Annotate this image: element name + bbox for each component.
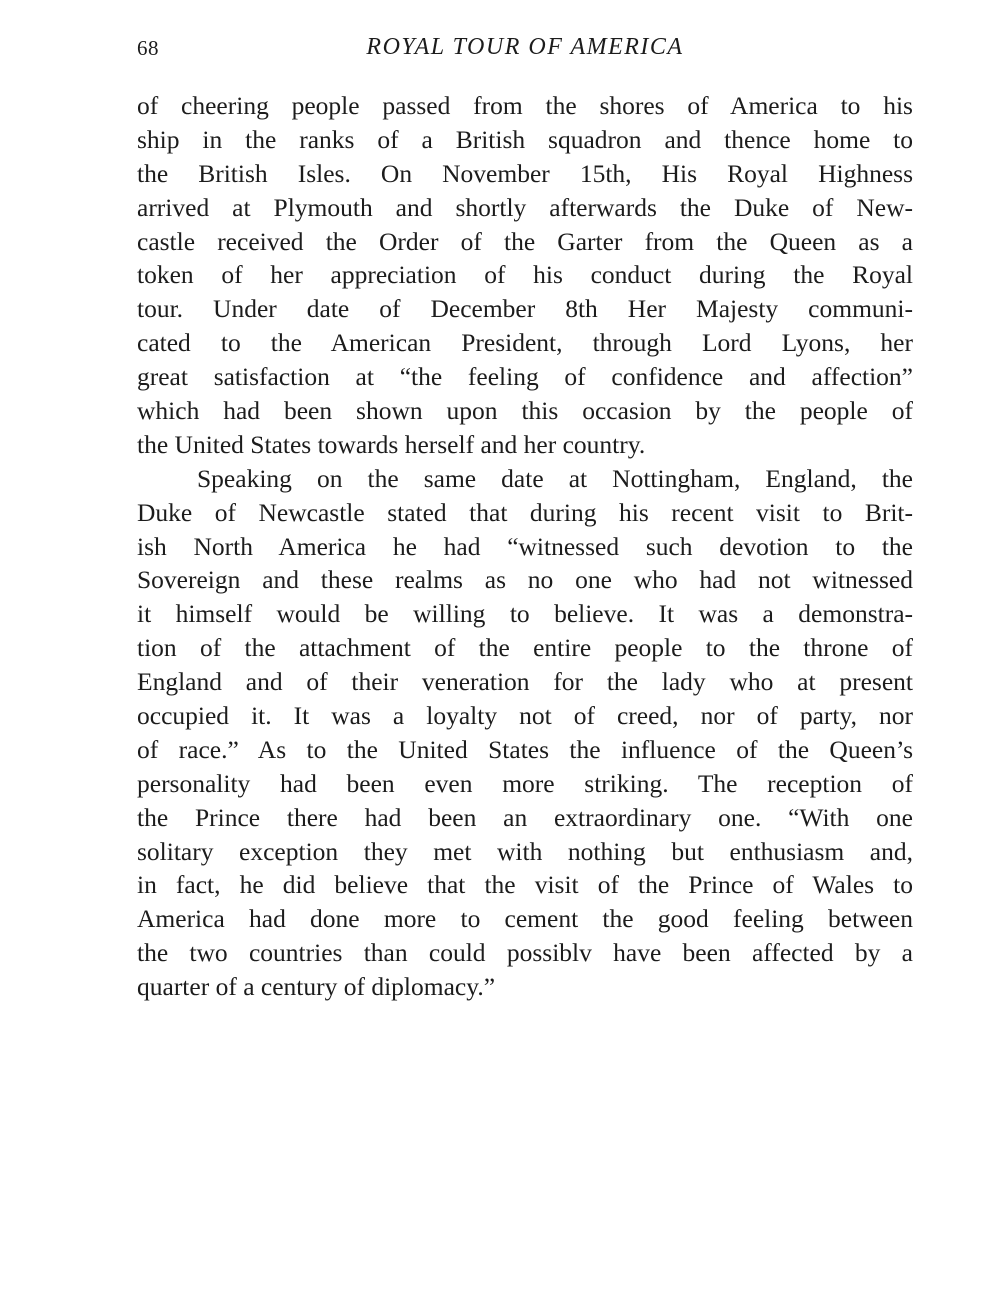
text-line: the Prince there had been an extraordinary one. “With one — [137, 802, 913, 832]
running-title: ROYAL TOUR OF AMERICA — [366, 34, 684, 60]
text-line: the two countries than could possiblv have been affected by a — [137, 938, 913, 968]
text-line: tion of the attachment of the entire people to the throne of — [137, 633, 913, 663]
text-line: Sovereign and these realms as no one who had not witnessed — [137, 565, 913, 595]
body-text — [137, 89, 913, 1004]
text-line: Speaking on the same date at Nottingham, England, the — [197, 463, 913, 493]
text-line: in fact, he did believe that the visit of the Prince of Wales to — [137, 870, 913, 900]
text-line: token of her appreciation of his conduct during the Royal — [137, 260, 913, 290]
text-line: of race.” As to the United States the influence of the Queen’s — [137, 734, 913, 764]
text-line: Duke of Newcastle stated that during his recent visit to Brit- — [137, 497, 913, 527]
text-line: quarter of a century of diplomacy.” — [137, 972, 496, 1002]
text-line: tour. Under date of December 8th Her Majesty communi- — [137, 294, 913, 324]
text-line: the British Isles. On November 15th, His Royal Highness — [137, 158, 913, 188]
text-line: occupied it. It was a loyalty not of creed, nor of party, nor — [137, 701, 913, 731]
text-line: castle received the Order of the Garter from the Queen as a — [137, 226, 913, 256]
paragraph — [137, 89, 913, 462]
text-line: solitary exception they met with nothing but enthusiasm and, — [137, 836, 913, 866]
text-line: cated to the American President, through Lord Lyons, her — [137, 328, 913, 358]
text-line: great satisfaction at “the feeling of confidence and affection” — [137, 362, 913, 392]
text-line: it himself would be willing to believe. It was a demonstra- — [137, 599, 913, 629]
paragraph — [137, 462, 913, 1004]
text-line: which had been shown upon this occasion by the people of — [137, 396, 913, 426]
text-line: the United States towards herself and her country. — [137, 429, 646, 459]
text-line: ship in the ranks of a British squadron and thence home to — [137, 124, 913, 154]
text-line: ish North America he had “witnessed such devotion to the — [137, 531, 913, 561]
text-line: England and of their veneration for the lady who at present — [137, 667, 913, 697]
text-line: personality had been even more striking. The reception of — [137, 768, 913, 798]
text-line: of cheering people passed from the shores of America to his — [137, 91, 913, 120]
text-line: America had done more to cement the good feeling between — [137, 904, 913, 934]
text-line: arrived at Plymouth and shortly afterwards the Duke of New- — [137, 192, 913, 222]
page-header — [137, 34, 913, 68]
page-number: 68 — [137, 36, 159, 60]
